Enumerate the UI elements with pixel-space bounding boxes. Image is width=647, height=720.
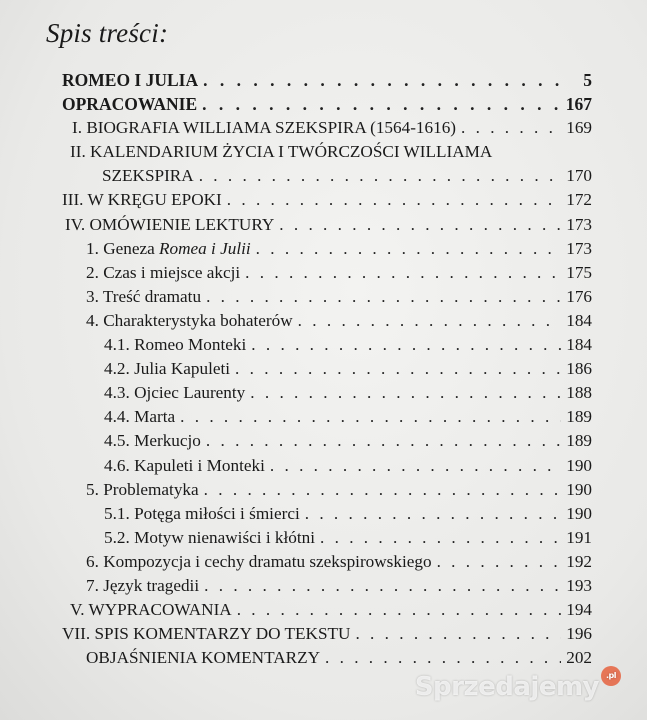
toc-entry-problematyka [62, 478, 592, 502]
toc-label: 4.3. Ojciec Laurenty [104, 383, 246, 403]
toc-label: OPRACOWANIE [62, 94, 198, 115]
toc-entry-spis-komentarzy [62, 622, 592, 646]
toc-entry-kalendarium [62, 164, 592, 188]
toc-label: 4.4. Marta [104, 407, 176, 427]
toc-page: 190 [566, 479, 592, 499]
toc-entry-czas-i-miejsce [62, 261, 592, 285]
toc-entry-objasnienia [62, 646, 592, 670]
leader-dots [203, 68, 563, 92]
watermark-badge: .pl [601, 666, 621, 686]
toc-entry-geneza [62, 237, 592, 261]
toc-page: 196 [566, 624, 592, 644]
toc-label-italic-title: Romea i Julii [159, 238, 251, 258]
toc-entry-motyw-nienawisci [62, 526, 592, 550]
leader-dots [279, 213, 561, 237]
sprzedajemy-watermark [415, 672, 621, 702]
toc-label-prefix: 1. Geneza [86, 238, 160, 258]
toc-page: 173 [566, 238, 592, 258]
toc-page: 173 [566, 214, 592, 234]
toc-page: 175 [566, 262, 592, 282]
toc-entry-kalendarium-line1: II. KALENDARIUM ŻYCIA I TWÓRCZOŚCI WILLIAMA [70, 142, 493, 162]
toc-page: 186 [566, 359, 592, 379]
table-of-contents [62, 68, 592, 670]
leader-dots [227, 188, 561, 212]
leader-dots [461, 116, 561, 140]
page-title: Spis treści: [46, 18, 169, 48]
toc-page: 193 [566, 575, 592, 595]
leader-dots [237, 598, 562, 622]
toc-page: 5 [583, 70, 592, 90]
toc-page: 169 [566, 118, 592, 138]
toc-label: 2. Czas i miejsce akcji [86, 262, 241, 282]
toc-page: 190 [566, 503, 592, 523]
toc-entry-omowienie-lektury [62, 213, 592, 237]
leader-dots [204, 478, 562, 502]
watermark-text: Sprzedajemy [414, 672, 599, 702]
toc-label: 4.1. Romeo Monteki [104, 335, 247, 355]
leader-dots [298, 309, 562, 333]
toc-page: 189 [566, 407, 592, 427]
toc-label: 4.5. Merkucjo [104, 431, 201, 451]
toc-entry-charakterystyka [62, 309, 592, 333]
toc-page: 188 [566, 383, 592, 403]
toc-label: IV. OMÓWIENIE LEKTURY [65, 214, 275, 234]
leader-dots [245, 261, 561, 285]
toc-entry-merkucjo [62, 429, 592, 453]
toc-label: 4.2. Julia Kapuleti [104, 359, 231, 379]
leader-dots [251, 333, 561, 357]
toc-entry-romeo-monteki [62, 333, 592, 357]
leader-dots [270, 454, 561, 478]
toc-label: V. WYPRACOWANIA [70, 600, 232, 620]
leader-dots [256, 237, 562, 261]
leader-dots [199, 164, 562, 188]
toc-label: 4.6. Kapuleti i Monteki [104, 455, 265, 475]
leader-dots [206, 285, 561, 309]
toc-entry-kompozycja [62, 550, 592, 574]
toc-page: 194 [566, 600, 592, 620]
toc-label: 5.1. Potęga miłości i śmierci [104, 503, 300, 523]
toc-page: 190 [566, 455, 592, 475]
toc-label: 4. Charakterystyka bohaterów [86, 310, 293, 330]
toc-label: I. BIOGRAFIA WILLIAMA SZEKSPIRA (1564-1616) [72, 118, 457, 138]
toc-entry-biografia [62, 116, 592, 140]
toc-entry-ojciec-laurenty [62, 381, 592, 405]
toc-entry-potega-milosci [62, 502, 592, 526]
leader-dots [305, 502, 562, 526]
toc-label [86, 237, 251, 261]
toc-page: 170 [566, 166, 592, 186]
toc-entry-julia-kapuleti [62, 357, 592, 381]
toc-label: 7. Język tragedii [86, 575, 200, 595]
leader-dots [202, 92, 561, 116]
toc-label: 3. Treść dramatu [86, 286, 202, 306]
toc-label: ROMEO I JULIA [62, 70, 199, 90]
toc-entry-tresc-dramatu [62, 285, 592, 309]
toc-label: SZEKSPIRA [102, 166, 194, 186]
toc-entry-romeo-i-julia [62, 68, 592, 92]
toc-label: OBJAŚNIENIA KOMENTARZY [86, 648, 320, 668]
toc-entry-kapuleti-i-monteki [62, 454, 592, 478]
toc-label: 5.2. Motyw nienawiści i kłótni [104, 527, 316, 547]
leader-dots [206, 429, 561, 453]
toc-page: 184 [566, 335, 592, 355]
toc-label: 6. Kompozycja i cechy dramatu szekspirowskiego [86, 551, 432, 571]
toc-page: 184 [566, 310, 592, 330]
leader-dots [325, 646, 561, 670]
toc-page: 202 [566, 648, 592, 668]
toc-page: 167 [565, 94, 592, 115]
toc-label: VII. SPIS KOMENTARZY DO TEKSTU [62, 624, 351, 644]
toc-entry-marta [62, 405, 592, 429]
toc-page: 191 [566, 527, 592, 547]
toc-page: 172 [566, 190, 592, 210]
leader-dots [355, 622, 561, 646]
toc-page: 189 [566, 431, 592, 451]
toc-entry-opracowanie [62, 92, 592, 116]
toc-entry-w-kregu-epoki [62, 188, 592, 212]
leader-dots [204, 574, 561, 598]
toc-entry-jezyk-tragedii [62, 574, 592, 598]
leader-dots [250, 381, 561, 405]
toc-entry-wypracowania [62, 598, 592, 622]
leader-dots [235, 357, 561, 381]
leader-dots [180, 405, 561, 429]
leader-dots [437, 550, 562, 574]
toc-label: 5. Problematyka [86, 479, 199, 499]
toc-label: III. W KRĘGU EPOKI [62, 190, 222, 210]
toc-page: 176 [566, 286, 592, 306]
toc-page: 192 [566, 551, 592, 571]
leader-dots [320, 526, 561, 550]
